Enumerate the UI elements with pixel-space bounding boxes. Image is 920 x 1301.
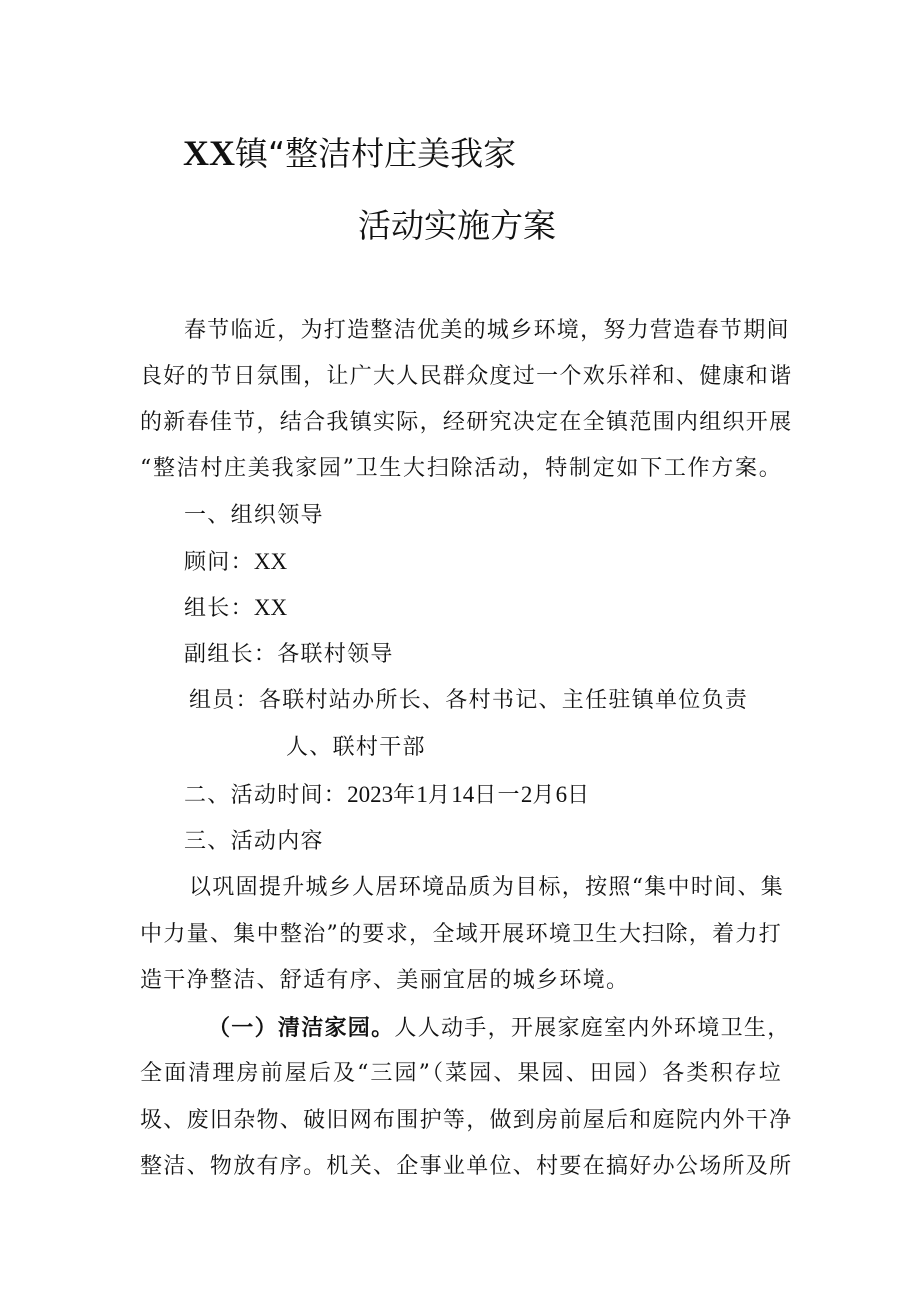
advisor-value: XX [253, 549, 288, 574]
leader-value: XX [253, 595, 288, 620]
advisor-line [184, 547, 287, 578]
activity-year: 2023 [347, 782, 394, 807]
start-month: 1 [416, 782, 428, 807]
end-month: 2 [520, 782, 533, 807]
advisor-label: 顾问： [184, 550, 254, 575]
deputy-leader-line: 副组长：各联村领导 [184, 642, 394, 667]
item-1-label: （一）清洁家园。 [208, 1015, 395, 1041]
section-3-heading: 三、活动内容 [184, 829, 324, 854]
item-1-text: 人人动手，开展家庭室内外环境卫生， [394, 1016, 791, 1041]
item-1-line-2: 全面清理房前屋后及“三园”（菜园、果园、田园）各类积存垃 [140, 1061, 782, 1086]
intro-line-1: 春节临近，为打造整洁优美的城乡环境，努力营造春节期间 [184, 318, 790, 343]
start-month-unit: 月 [427, 783, 452, 808]
leader-line [184, 593, 287, 624]
title-line-1-text: 镇“整洁村庄美我家 [235, 134, 517, 173]
members-line-1: 组员：各联村站办所长、各村书记、主任驻镇单位负责 [189, 688, 749, 713]
document-title-line-1 [183, 133, 516, 174]
end-day: 6 [555, 782, 568, 807]
activity-time-label: 二、活动时间： [184, 783, 348, 808]
start-day: 14 [451, 782, 475, 807]
end-day-unit: 日 [567, 783, 591, 808]
document-title-line-2: 活动实施方案 [358, 206, 556, 245]
item-1-line-3: 圾、废旧杂物、破旧网布围护等，做到房前屋后和庭院内外干净 [140, 1108, 793, 1133]
content-line-1: 以巩固提升城乡人居环境品质为目标，按照“集中时间、集 [189, 875, 785, 900]
activity-time-line [184, 780, 590, 811]
start-day-unit: 日一 [474, 783, 521, 808]
content-line-2: 中力量、集中整治”的要求，全域开展环境卫生大扫除，着力打 [140, 922, 782, 947]
content-line-3: 造干净整洁、舒适有序、美丽宜居的城乡环境。 [140, 968, 630, 993]
leader-label: 组长： [184, 596, 254, 621]
item-1-line-1 [208, 1013, 791, 1044]
end-month-unit: 月 [532, 783, 556, 808]
intro-line-3: 的新春佳节，结合我镇实际，经研究决定在全镇范围内组织开展 [140, 410, 793, 435]
intro-line-4: “整洁村庄美我家园”卫生大扫除活动，特制定如下工作方案。 [140, 456, 782, 481]
section-1-heading: 一、组织领导 [184, 503, 324, 528]
intro-line-2: 良好的节日氛围，让广大人民群众度过一个欢乐祥和、健康和谐 [140, 364, 793, 389]
year-unit: 年 [393, 783, 417, 808]
item-1-line-4: 整洁、物放有序。机关、企事业单位、村要在搞好办公场所及所 [140, 1154, 793, 1179]
members-line-2: 人、联村干部 [286, 735, 426, 760]
title-town-placeholder: XX [183, 133, 235, 173]
